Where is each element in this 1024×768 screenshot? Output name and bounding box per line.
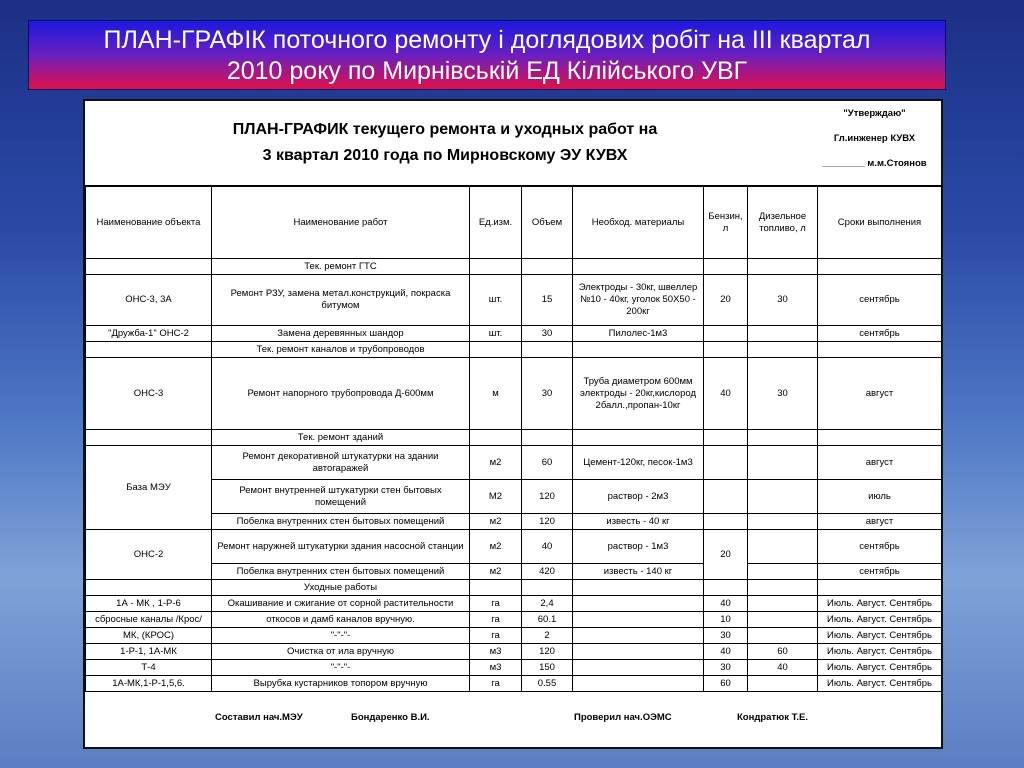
checked-by-label: Проверил нач.ОЭМС bbox=[574, 712, 672, 723]
cell-work: Ремонт внутренней штукатурки стен бытовых помещений bbox=[212, 480, 470, 514]
cell-object: ОНС-3, 3А bbox=[86, 275, 212, 326]
cell-term: сентябрь bbox=[818, 530, 942, 564]
table-row bbox=[86, 596, 942, 612]
cell-materials: известь - 40 кг bbox=[573, 514, 704, 530]
cell-volume: 2 bbox=[522, 628, 573, 644]
table-row bbox=[86, 564, 942, 580]
cell-materials: известь - 140 кг bbox=[573, 564, 704, 580]
cell-diesel bbox=[748, 326, 818, 342]
cell-object: 1-Р-1, 1А-МК bbox=[86, 644, 212, 660]
table-row bbox=[86, 530, 942, 564]
cell-unit: м3 bbox=[470, 660, 522, 676]
section-row bbox=[86, 342, 942, 358]
cell-work: Побелка внутренних стен бытовых помещений bbox=[212, 514, 470, 530]
cell-petrol: 30 bbox=[704, 628, 748, 644]
section-row bbox=[86, 580, 942, 596]
cell-diesel: 30 bbox=[748, 275, 818, 326]
cell-volume: 60.1 bbox=[522, 612, 573, 628]
cell-volume: 30 bbox=[522, 358, 573, 430]
cell-unit: шт. bbox=[470, 326, 522, 342]
document-title bbox=[145, 117, 745, 169]
cell-petrol: 10 bbox=[704, 612, 748, 628]
cell-petrol bbox=[704, 326, 748, 342]
cell-diesel bbox=[748, 628, 818, 644]
cell-materials: Электроды - 30кг, швеллер №10 - 40кг, уголок 50Х50 - 200кг bbox=[573, 275, 704, 326]
cell-volume: 150 bbox=[522, 660, 573, 676]
cell-object: сбросные каналы /Крос/ bbox=[86, 612, 212, 628]
cell-work: Очистка от ила вручную bbox=[212, 644, 470, 660]
cell-volume: 30 bbox=[522, 326, 573, 342]
cell-object: Т-4 bbox=[86, 660, 212, 676]
cell-term: Июль. Август. Сентябрь bbox=[818, 660, 942, 676]
slide-title-line2: 2010 року по Мирнівській ЕД Кілійського УВГ bbox=[226, 57, 748, 85]
cell-volume: 2,4 bbox=[522, 596, 573, 612]
cell-volume: 120 bbox=[522, 480, 573, 514]
table-row bbox=[86, 446, 942, 480]
approval-heading: "Утверждаю" bbox=[843, 108, 906, 119]
cell-unit: м3 bbox=[470, 644, 522, 660]
cell-petrol: 40 bbox=[704, 644, 748, 660]
cell-work: Побелка внутренних стен бытовых помещений bbox=[212, 564, 470, 580]
cell-term: август bbox=[818, 514, 942, 530]
cell-volume: 60 bbox=[522, 446, 573, 480]
cell-term: Июль. Август. Сентябрь bbox=[818, 644, 942, 660]
cell-volume: 120 bbox=[522, 514, 573, 530]
cell-term: август bbox=[818, 446, 942, 480]
table-row bbox=[86, 676, 942, 692]
cell-term: Июль. Август. Сентябрь bbox=[818, 628, 942, 644]
plan-document bbox=[83, 99, 943, 749]
cell-volume: 15 bbox=[522, 275, 573, 326]
cell-materials: раствор - 1м3 bbox=[573, 530, 704, 564]
cell-term: Июль. Август. Сентябрь bbox=[818, 596, 942, 612]
cell-diesel: 60 bbox=[748, 644, 818, 660]
header-object: Наименование объекта bbox=[86, 187, 212, 259]
slide-title-line1: ПЛАН-ГРАФІК поточного ремонту і доглядових робіт на ІІІ квартал bbox=[103, 26, 871, 54]
section-row bbox=[86, 259, 942, 275]
header-term: Сроки выполнения bbox=[818, 187, 942, 259]
cell-term: сентябрь bbox=[818, 326, 942, 342]
table-row bbox=[86, 326, 942, 342]
cell-petrol: 40 bbox=[704, 596, 748, 612]
cell-materials: Труба диаметром 600мм электроды - 20кг,кислород 2балл.,пропан-10кг bbox=[573, 358, 704, 430]
cell-work: Ремонт напорного трубопровода Д-600мм bbox=[212, 358, 470, 430]
cell-unit: м2 bbox=[470, 564, 522, 580]
cell-term: август bbox=[818, 358, 942, 430]
cell-object: ОНС-3 bbox=[86, 358, 212, 430]
cell-work: "-"-"- bbox=[212, 628, 470, 644]
cell-unit: м bbox=[470, 358, 522, 430]
cell-unit: м2 bbox=[470, 446, 522, 480]
cell-work: Вырубка кустарников топором вручную bbox=[212, 676, 470, 692]
cell-unit: га bbox=[470, 628, 522, 644]
cell-work: Замена деревянных шандор bbox=[212, 326, 470, 342]
document-title-line1: ПЛАН-ГРАФИК текущего ремонта и уходных работ на bbox=[232, 121, 658, 138]
cell-work: Ремонт декоративной штукатурки на здании автогаражей bbox=[212, 446, 470, 480]
cell-unit: М2 bbox=[470, 480, 522, 514]
document-header bbox=[85, 101, 941, 186]
table-row bbox=[86, 660, 942, 676]
cell-volume: 40 bbox=[522, 530, 573, 564]
cell-volume: 0.55 bbox=[522, 676, 573, 692]
cell-volume: 420 bbox=[522, 564, 573, 580]
table-row bbox=[86, 644, 942, 660]
cell-unit: га bbox=[470, 596, 522, 612]
table-row bbox=[86, 480, 942, 514]
table-row bbox=[86, 628, 942, 644]
cell-work: "-"-"- bbox=[212, 660, 470, 676]
cell-materials: раствор - 2м3 bbox=[573, 480, 704, 514]
section-title-care: Уходные работы bbox=[212, 580, 470, 596]
cell-materials: Пилолес-1м3 bbox=[573, 326, 704, 342]
cell-work: Ремонт РЗУ, замена метал.конструкций, покраска битумом bbox=[212, 275, 470, 326]
cell-object: База МЭУ bbox=[86, 446, 212, 530]
table-row bbox=[86, 275, 942, 326]
cell-unit: м2 bbox=[470, 514, 522, 530]
checked-by-name: Кондратюк Т.Е. bbox=[737, 712, 808, 723]
cell-diesel: 40 bbox=[748, 660, 818, 676]
cell-object: МК, (КРОС) bbox=[86, 628, 212, 644]
section-row bbox=[86, 430, 942, 446]
approval-block bbox=[812, 101, 937, 176]
cell-unit: га bbox=[470, 612, 522, 628]
cell-unit: шт. bbox=[470, 275, 522, 326]
plan-table bbox=[85, 186, 942, 692]
cell-object: 1А-МК,1-Р-1,5,6. bbox=[86, 676, 212, 692]
cell-diesel bbox=[748, 596, 818, 612]
cell-work: Окашивание и сжигание от сорной растительности bbox=[212, 596, 470, 612]
cell-term: июль bbox=[818, 480, 942, 514]
cell-unit: м2 bbox=[470, 530, 522, 564]
table-row bbox=[86, 612, 942, 628]
approval-signature: ________ м.м.Стоянов bbox=[822, 158, 927, 169]
cell-petrol: 20 bbox=[704, 530, 748, 580]
cell-diesel bbox=[748, 612, 818, 628]
cell-petrol: 60 bbox=[704, 676, 748, 692]
table-row bbox=[86, 358, 942, 430]
header-unit: Ед.изм. bbox=[470, 187, 522, 259]
cell-term: Июль. Август. Сентябрь bbox=[818, 676, 942, 692]
cell-materials: Цемент-120кг, песок-1м3 bbox=[573, 446, 704, 480]
cell-work: Ремонт наружней штукатурки здания насосной станции bbox=[212, 530, 470, 564]
table-header-row bbox=[86, 187, 942, 259]
section-title-canals: Тек. ремонт каналов и трубопроводов bbox=[212, 342, 470, 358]
compiled-by-label: Составил нач.МЭУ bbox=[215, 712, 303, 723]
cell-petrol: 20 bbox=[704, 275, 748, 326]
cell-diesel bbox=[748, 676, 818, 692]
header-petrol: Бензин, л bbox=[704, 187, 748, 259]
cell-volume: 120 bbox=[522, 644, 573, 660]
approval-position: Гл.инженер КУВХ bbox=[833, 133, 916, 144]
table-row bbox=[86, 514, 942, 530]
cell-work: откосов и дамб каналов вручную. bbox=[212, 612, 470, 628]
cell-object: ОНС-2 bbox=[86, 530, 212, 580]
header-volume: Объем bbox=[522, 187, 573, 259]
cell-term: Июль. Август. Сентябрь bbox=[818, 612, 942, 628]
cell-term: сентябрь bbox=[818, 564, 942, 580]
document-title-line2: 3 квартал 2010 года по Мирновскому ЭУ КУВХ bbox=[262, 147, 628, 164]
section-title-buildings: Тек. ремонт зданий bbox=[212, 430, 470, 446]
cell-petrol: 40 bbox=[704, 358, 748, 430]
header-work: Наименование работ bbox=[212, 187, 470, 259]
header-materials: Необход. материалы bbox=[573, 187, 704, 259]
cell-object: 1А - МК , 1-Р-6 bbox=[86, 596, 212, 612]
cell-diesel: 30 bbox=[748, 358, 818, 430]
cell-term: сентябрь bbox=[818, 275, 942, 326]
compiled-by-name: Бондаренко В.И. bbox=[351, 712, 430, 723]
header-diesel: Дизельное топливо, л bbox=[748, 187, 818, 259]
slide-title bbox=[28, 20, 946, 90]
cell-petrol: 30 bbox=[704, 660, 748, 676]
document-footer bbox=[85, 692, 941, 752]
section-title-gts: Тек. ремонт ГТС bbox=[212, 259, 470, 275]
cell-object: "Дружба-1" ОНС-2 bbox=[86, 326, 212, 342]
cell-unit: га bbox=[470, 676, 522, 692]
